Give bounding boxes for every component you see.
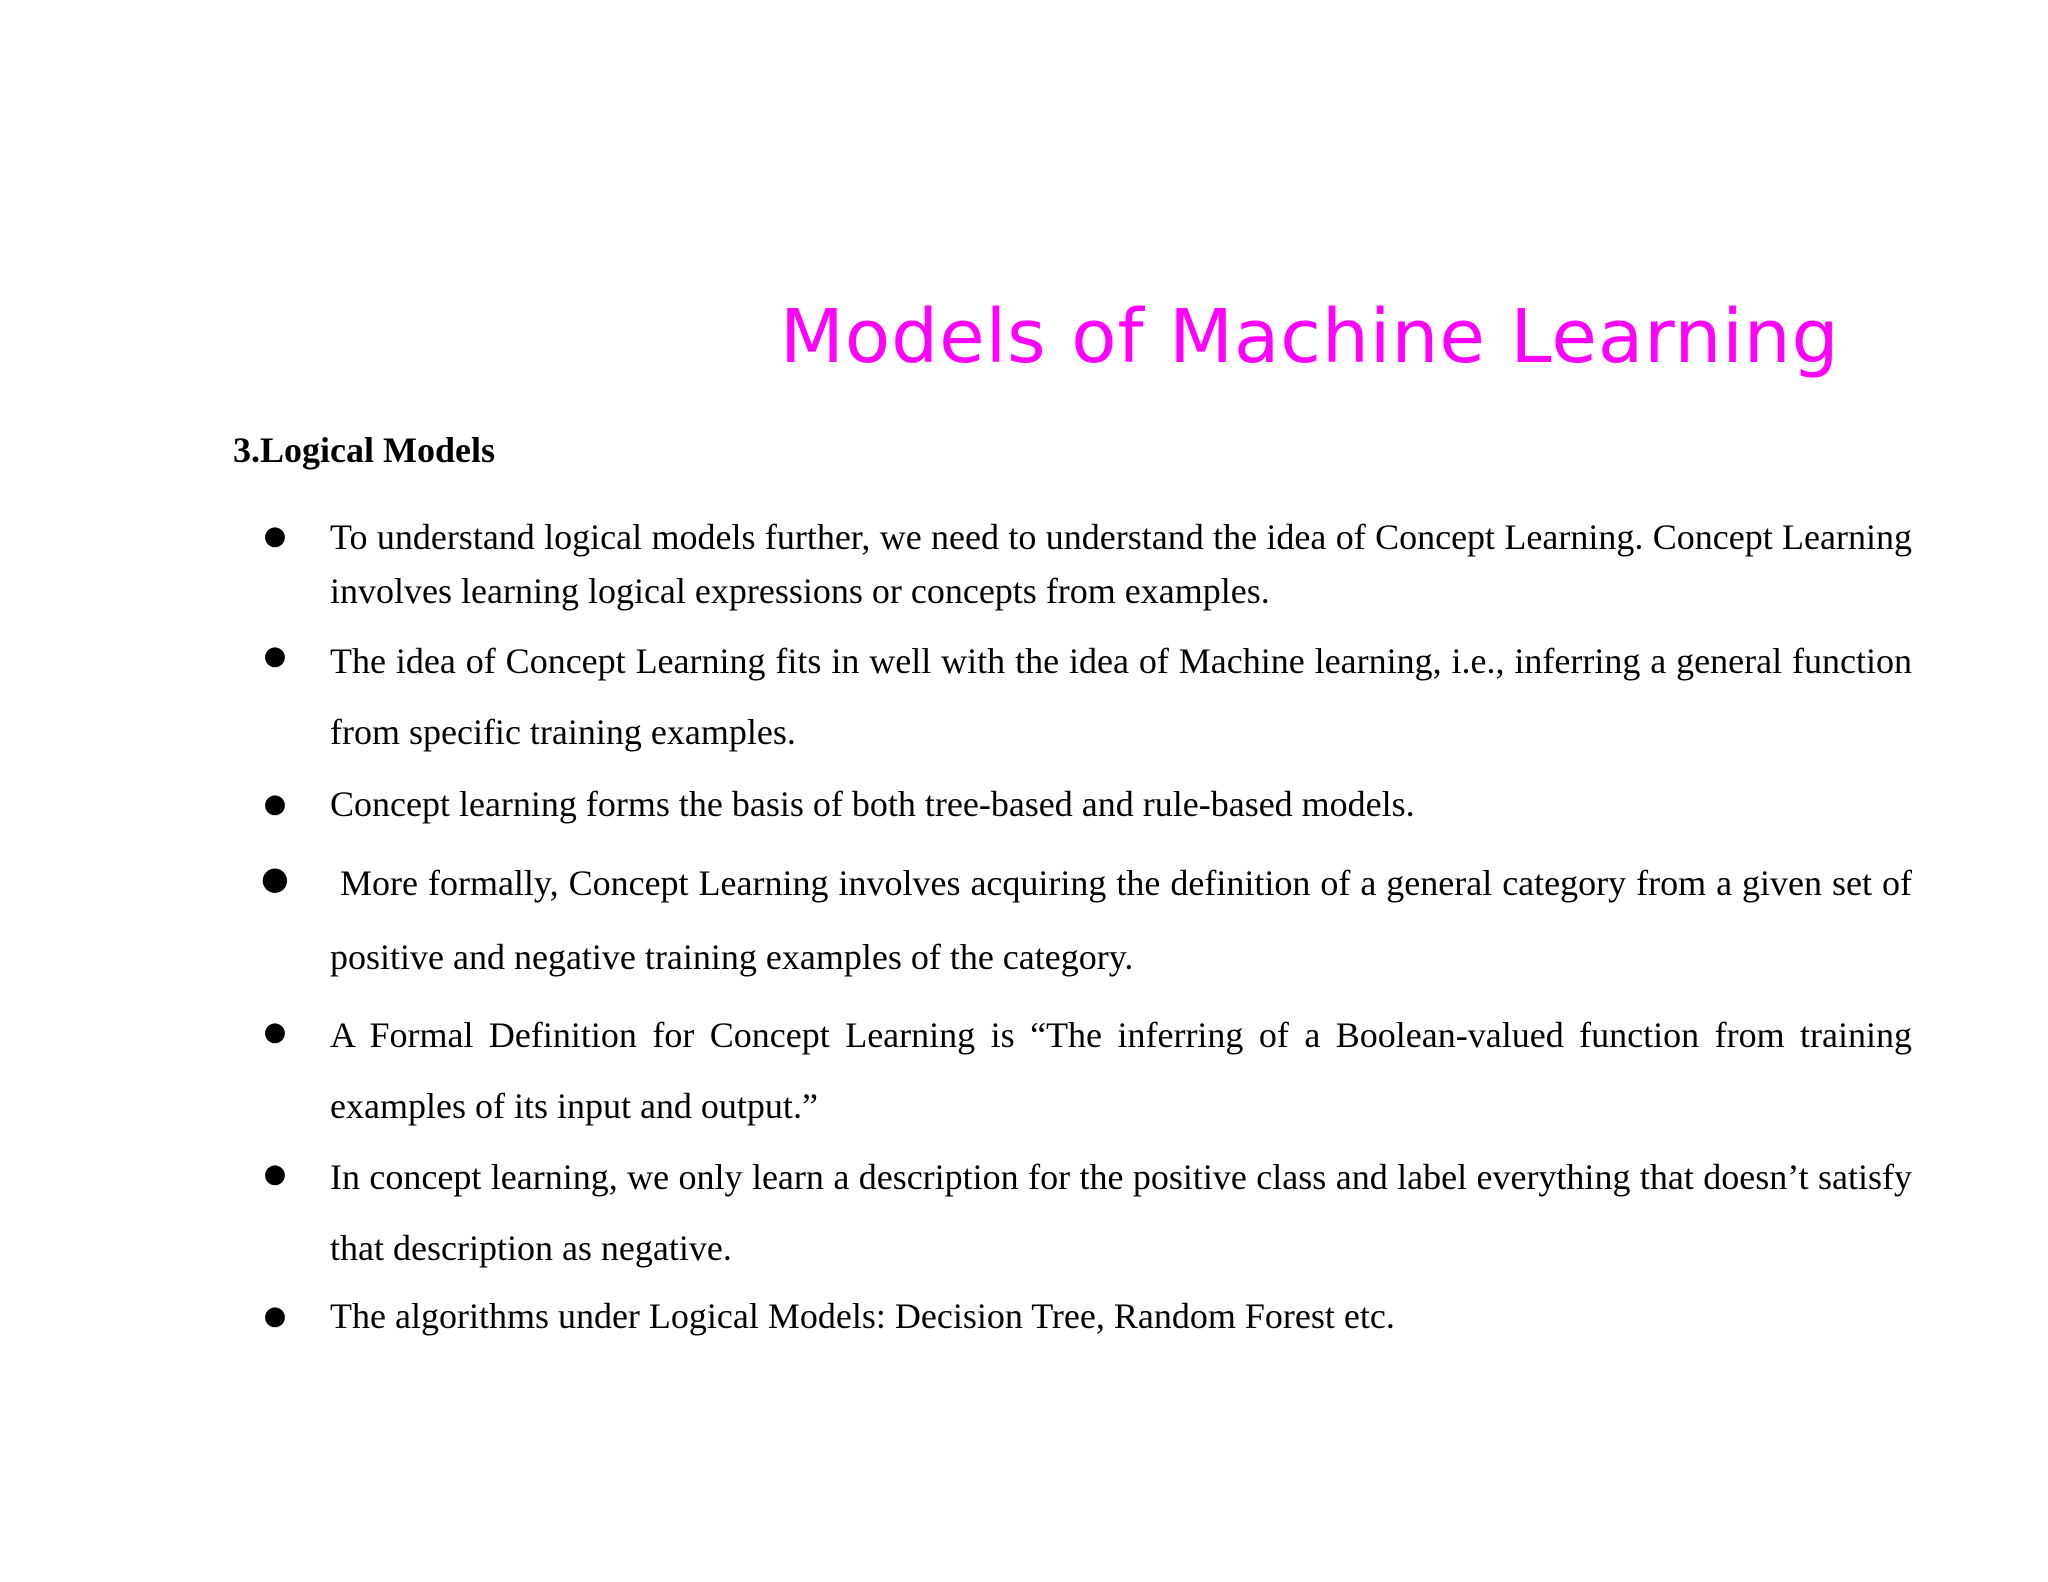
list-item — [260, 772, 1912, 842]
bullet-text: In concept learning, we only learn a description for the positive class and label everything that doesn’t satisfy that description as negative. — [330, 1157, 1912, 1268]
bullet-text: The algorithms under Logical Models: Decision Tree, Random Forest etc. — [330, 1296, 1395, 1336]
list-item — [260, 846, 1912, 986]
bullet-text: More formally, Concept Learning involves acquiring the definition of a general category from a given set of positive and negative training examples of the category. — [330, 863, 1912, 977]
list-item — [260, 1142, 1912, 1282]
list-item — [260, 1284, 1912, 1354]
bullet-text: To understand logical models further, we need to understand the idea of Concept Learning. Concept Learning involves learning logical expressions or concepts from examples. — [330, 517, 1912, 611]
bullet-icon: ● — [263, 641, 287, 671]
bullet-icon: ● — [263, 521, 287, 551]
list-item — [260, 626, 1912, 756]
bullet-text: A Formal Definition for Concept Learning is “The inferring of a Boolean-valued function from training examples of its input and output.” — [330, 1015, 1912, 1126]
slide-title: Models of Machine Learning — [780, 294, 1840, 380]
bullet-icon: ● — [263, 1301, 287, 1331]
bullet-text: The idea of Concept Learning fits in well with the idea of Machine learning, i.e., inferring a general function from specific training examples. — [330, 641, 1912, 752]
list-item — [260, 1000, 1912, 1140]
section-heading: 3.Logical Models — [233, 430, 495, 470]
bullet-icon: ● — [263, 1159, 287, 1189]
list-item — [260, 510, 1912, 610]
bullet-icon: ● — [261, 859, 289, 897]
bullet-icon: ● — [263, 789, 287, 819]
bullet-icon: ● — [263, 1017, 287, 1047]
bullet-text: Concept learning forms the basis of both tree-based and rule-based models. — [330, 784, 1415, 824]
